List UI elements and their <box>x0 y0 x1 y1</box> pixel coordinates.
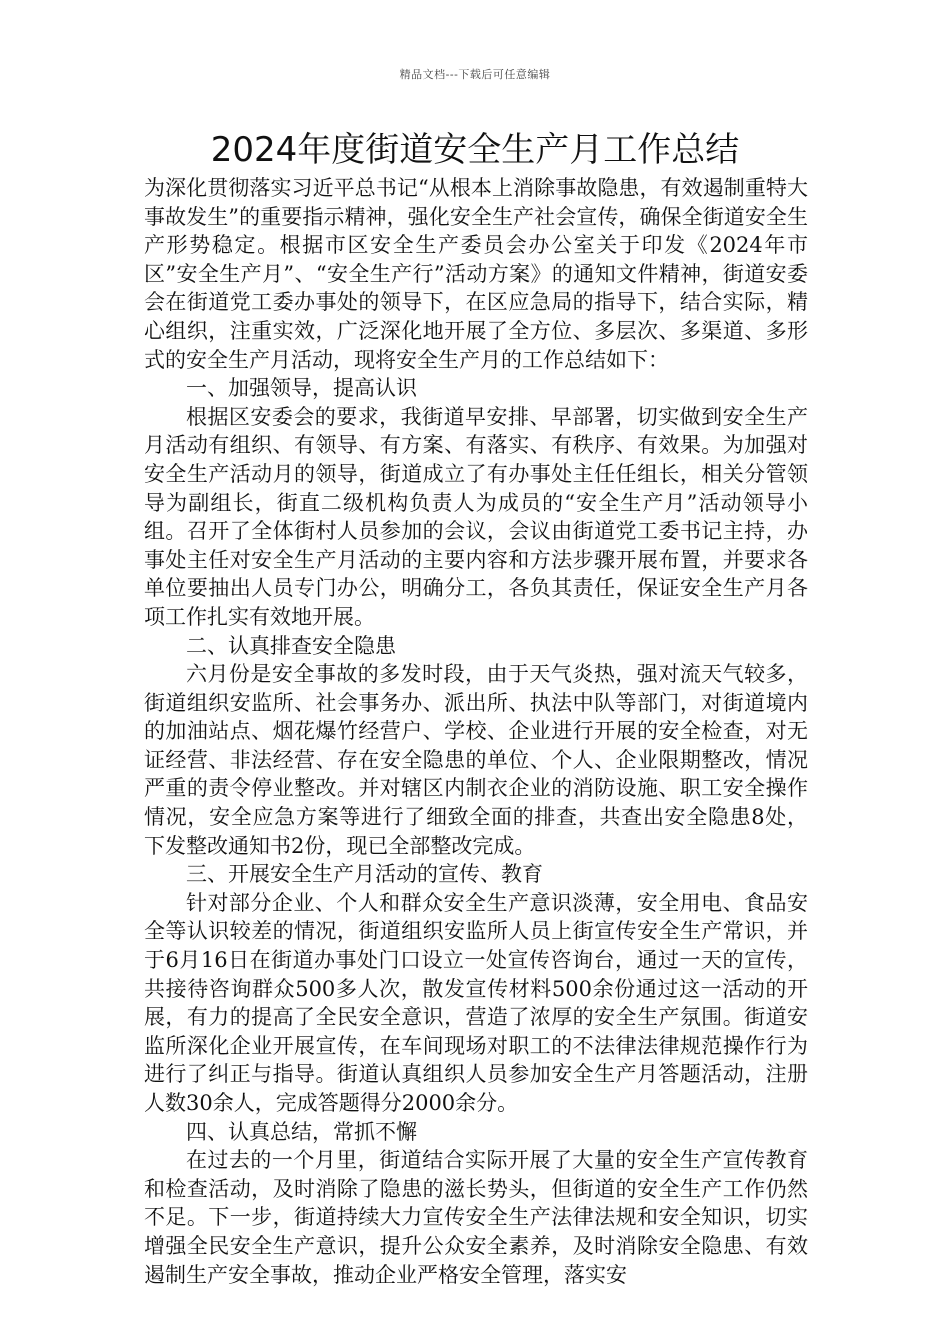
section-paragraph-3: 针对部分企业、个人和群众安全生产意识淡薄，安全用电、食品安全等认识较差的情况，街道组织安监所人员上街宣传安全生产常识，并于6月16日在街道办事处门口设立一处宣传咨询台，通过一天的宣传，共接待咨询群众500多人次，散发宣传材料500余份通过这一活动的开展，有力的提高了全民安全意识，营造了浓厚的安全生产氛围。街道安监所深化企业开展宣传，在车间现场对职工的不法律法律规范操作行为进行了纠正与指导。街道认真组织人员参加安全生产月答题活动，注册人数30余人，完成答题得分2000余分。 <box>144 890 808 1115</box>
section-paragraph-1: 根据区安委会的要求，我街道早安排、早部署，切实做到安全生产月活动有组织、有领导、有方案、有落实、有秩序、有效果。为加强对安全生产活动月的领导，街道成立了有办事处主任任组长，相关分管领导为副组长，街直二级机构负责人为成员的“安全生产月”活动领导小组。召开了全体街村人员参加的会议，会议由街道党工委书记主持，办事处主任对安全生产月活动的主要内容和方法步骤开展布置，并要求各单位要抽出人员专门办公，明确分工，各负其责任，保证安全生产月各项工作扎实有效地开展。 <box>144 404 808 629</box>
header-note: 精品文档---下载后可任意编辑 <box>399 68 551 81</box>
document-body <box>144 174 808 1289</box>
document-title: 2024年度街道安全生产月工作总结 <box>210 130 740 170</box>
section-heading-1: 一、加强领导，提高认识 <box>186 376 417 401</box>
section-paragraph-4: 在过去的一个月里，街道结合实际开展了大量的安全生产宣传教育和检查活动，及时消除了隐患的滋长势头，但街道的安全生产工作仍然不足。下一步，街道持续大力宣传安全生产法律法规和安全知识，切实增强全民安全生产意识，提升公众安全素养，及时消除安全隐患、有效遏制生产安全事故，推动企业严格安全管理，落实安 <box>144 1148 808 1287</box>
section-heading-3: 三、开展安全生产月活动的宣传、教育 <box>186 862 543 887</box>
section-paragraph-2: 六月份是安全事故的多发时段，由于天气炎热，强对流天气较多，街道组织安监所、社会事务办、派出所、执法中队等部门，对街道境内的加油站点、烟花爆竹经营户、学校、企业进行开展的安全检查，对无证经营、非法经营、存在安全隐患的单位、个人、企业限期整改，情况严重的责令停业整改。并对辖区内制衣企业的消防设施、职工安全操作情况，安全应急方案等进行了细致全面的排查，共查出安全隐患8处，下发整改通知书2份，现已全部整改完成。 <box>144 662 808 858</box>
section-heading-2: 二、认真排查安全隐患 <box>186 633 396 658</box>
intro-paragraph: 为深化贯彻落实习近平总书记“从根本上消除事故隐患，有效遏制重特大事故发生”的重要指示精神，强化安全生产社会宣传，确保全街道安全生产形势稳定。根据市区安全生产委员会办公室关于印发《2024年市区”安全生产月”、“安全生产行”活动方案》的通知文件精神，街道安委会在街道党工委办事处的领导下，在区应急局的指导下，结合实际，精心组织，注重实效，广泛深化地开展了全方位、多层次、多渠道、多形式的安全生产月活动，现将安全生产月的工作总结如下： <box>144 176 808 372</box>
section-heading-4: 四、认真总结，常抓不懈 <box>186 1119 417 1144</box>
